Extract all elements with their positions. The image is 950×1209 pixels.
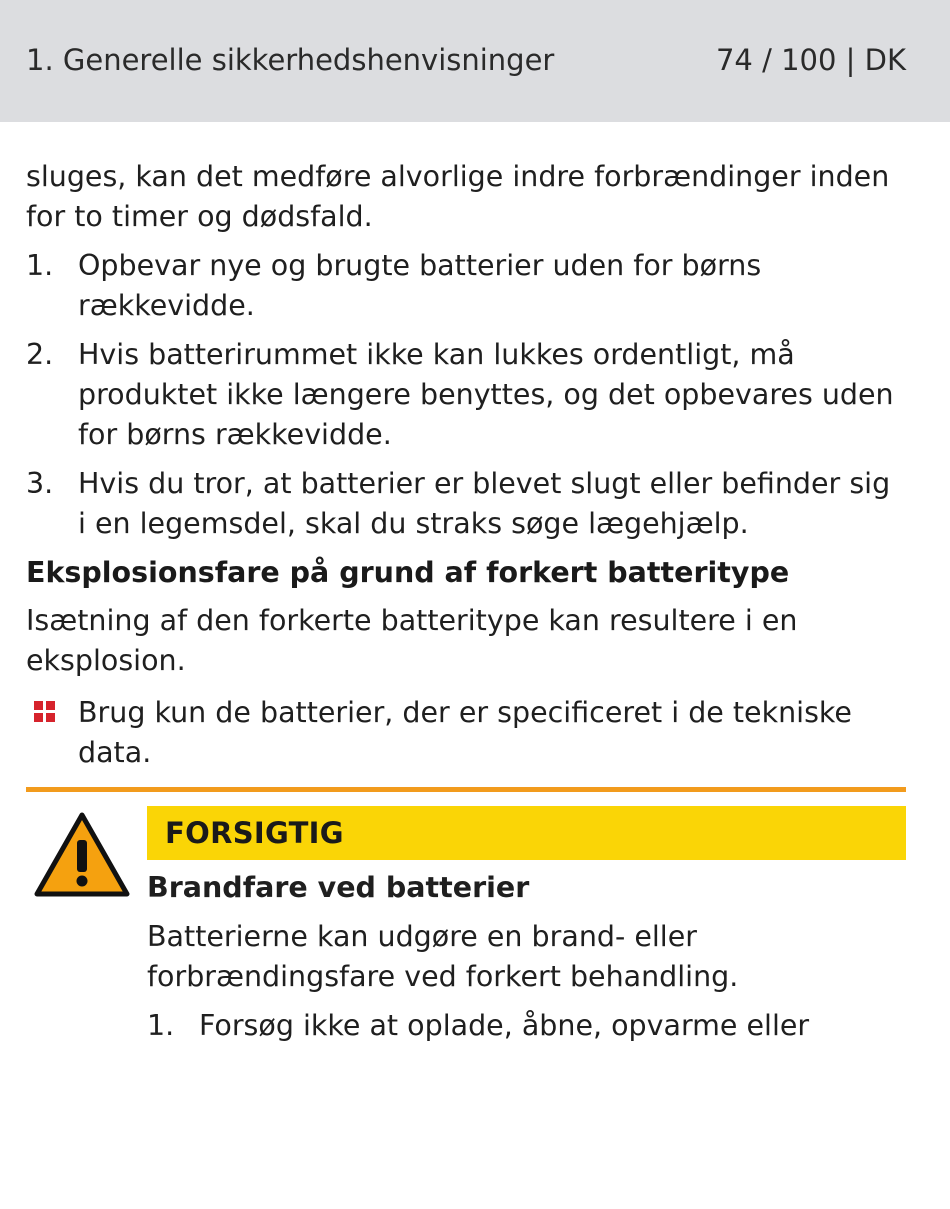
warning-icon-column [26,806,147,1055]
ingestion-steps [26,246,906,544]
warning-triangle-icon [34,812,130,898]
orange-divider [26,787,906,792]
list-number: 2. [26,338,54,371]
caution-block [26,806,906,1055]
list-item [26,246,906,326]
page-header [0,0,950,122]
intro-paragraph: sluges, kan det medføre alvorlige indre forbrændinger inden for to timer og dødsfald. [26,160,890,233]
bullet-item [26,693,906,773]
list-item [26,335,906,455]
explosion-heading: Eksplosionsfare på grund af forkert batteritype [26,556,790,589]
list-number: 1. [147,1009,175,1042]
page-content [0,157,950,1055]
list-item [147,1006,906,1046]
list-text: Forsøg ikke at oplade, åbne, opvarme eller [199,1009,810,1042]
caution-title: Brandfare ved batterier [147,871,530,904]
caution-body [147,806,906,1055]
bullet-text: Brug kun de batterier, der er specificeret i de tekniske data. [78,696,852,769]
caution-banner: FORSIGTIG [147,806,906,860]
list-number: 3. [26,467,54,500]
red-square-grid-icon [26,693,78,773]
page-info: 74 / 100 | DK [715,43,906,77]
caution-paragraph: Batterierne kan udgøre en brand- eller forbrændingsfare ved forkert behandling. [147,920,739,993]
list-item [26,464,906,544]
list-text: Hvis du tror, at batterier er blevet slugt eller befinder sig i en legemsdel, skal du straks søge lægehjælp. [78,467,891,540]
list-text: Hvis batterirummet ikke kan lukkes ordentligt, må produktet ikke længere benyttes, og det opbevares uden for børns rækkevidde. [78,338,894,451]
explosion-paragraph: Isætning af den forkerte batteritype kan resultere i en eksplosion. [26,604,798,677]
caution-steps [147,1006,906,1046]
list-number: 1. [26,249,54,282]
list-text: Opbevar nye og brugte batterier uden for børns rækkevidde. [78,249,762,322]
section-title: 1. Generelle sikkerhedshenvisninger [26,43,555,77]
